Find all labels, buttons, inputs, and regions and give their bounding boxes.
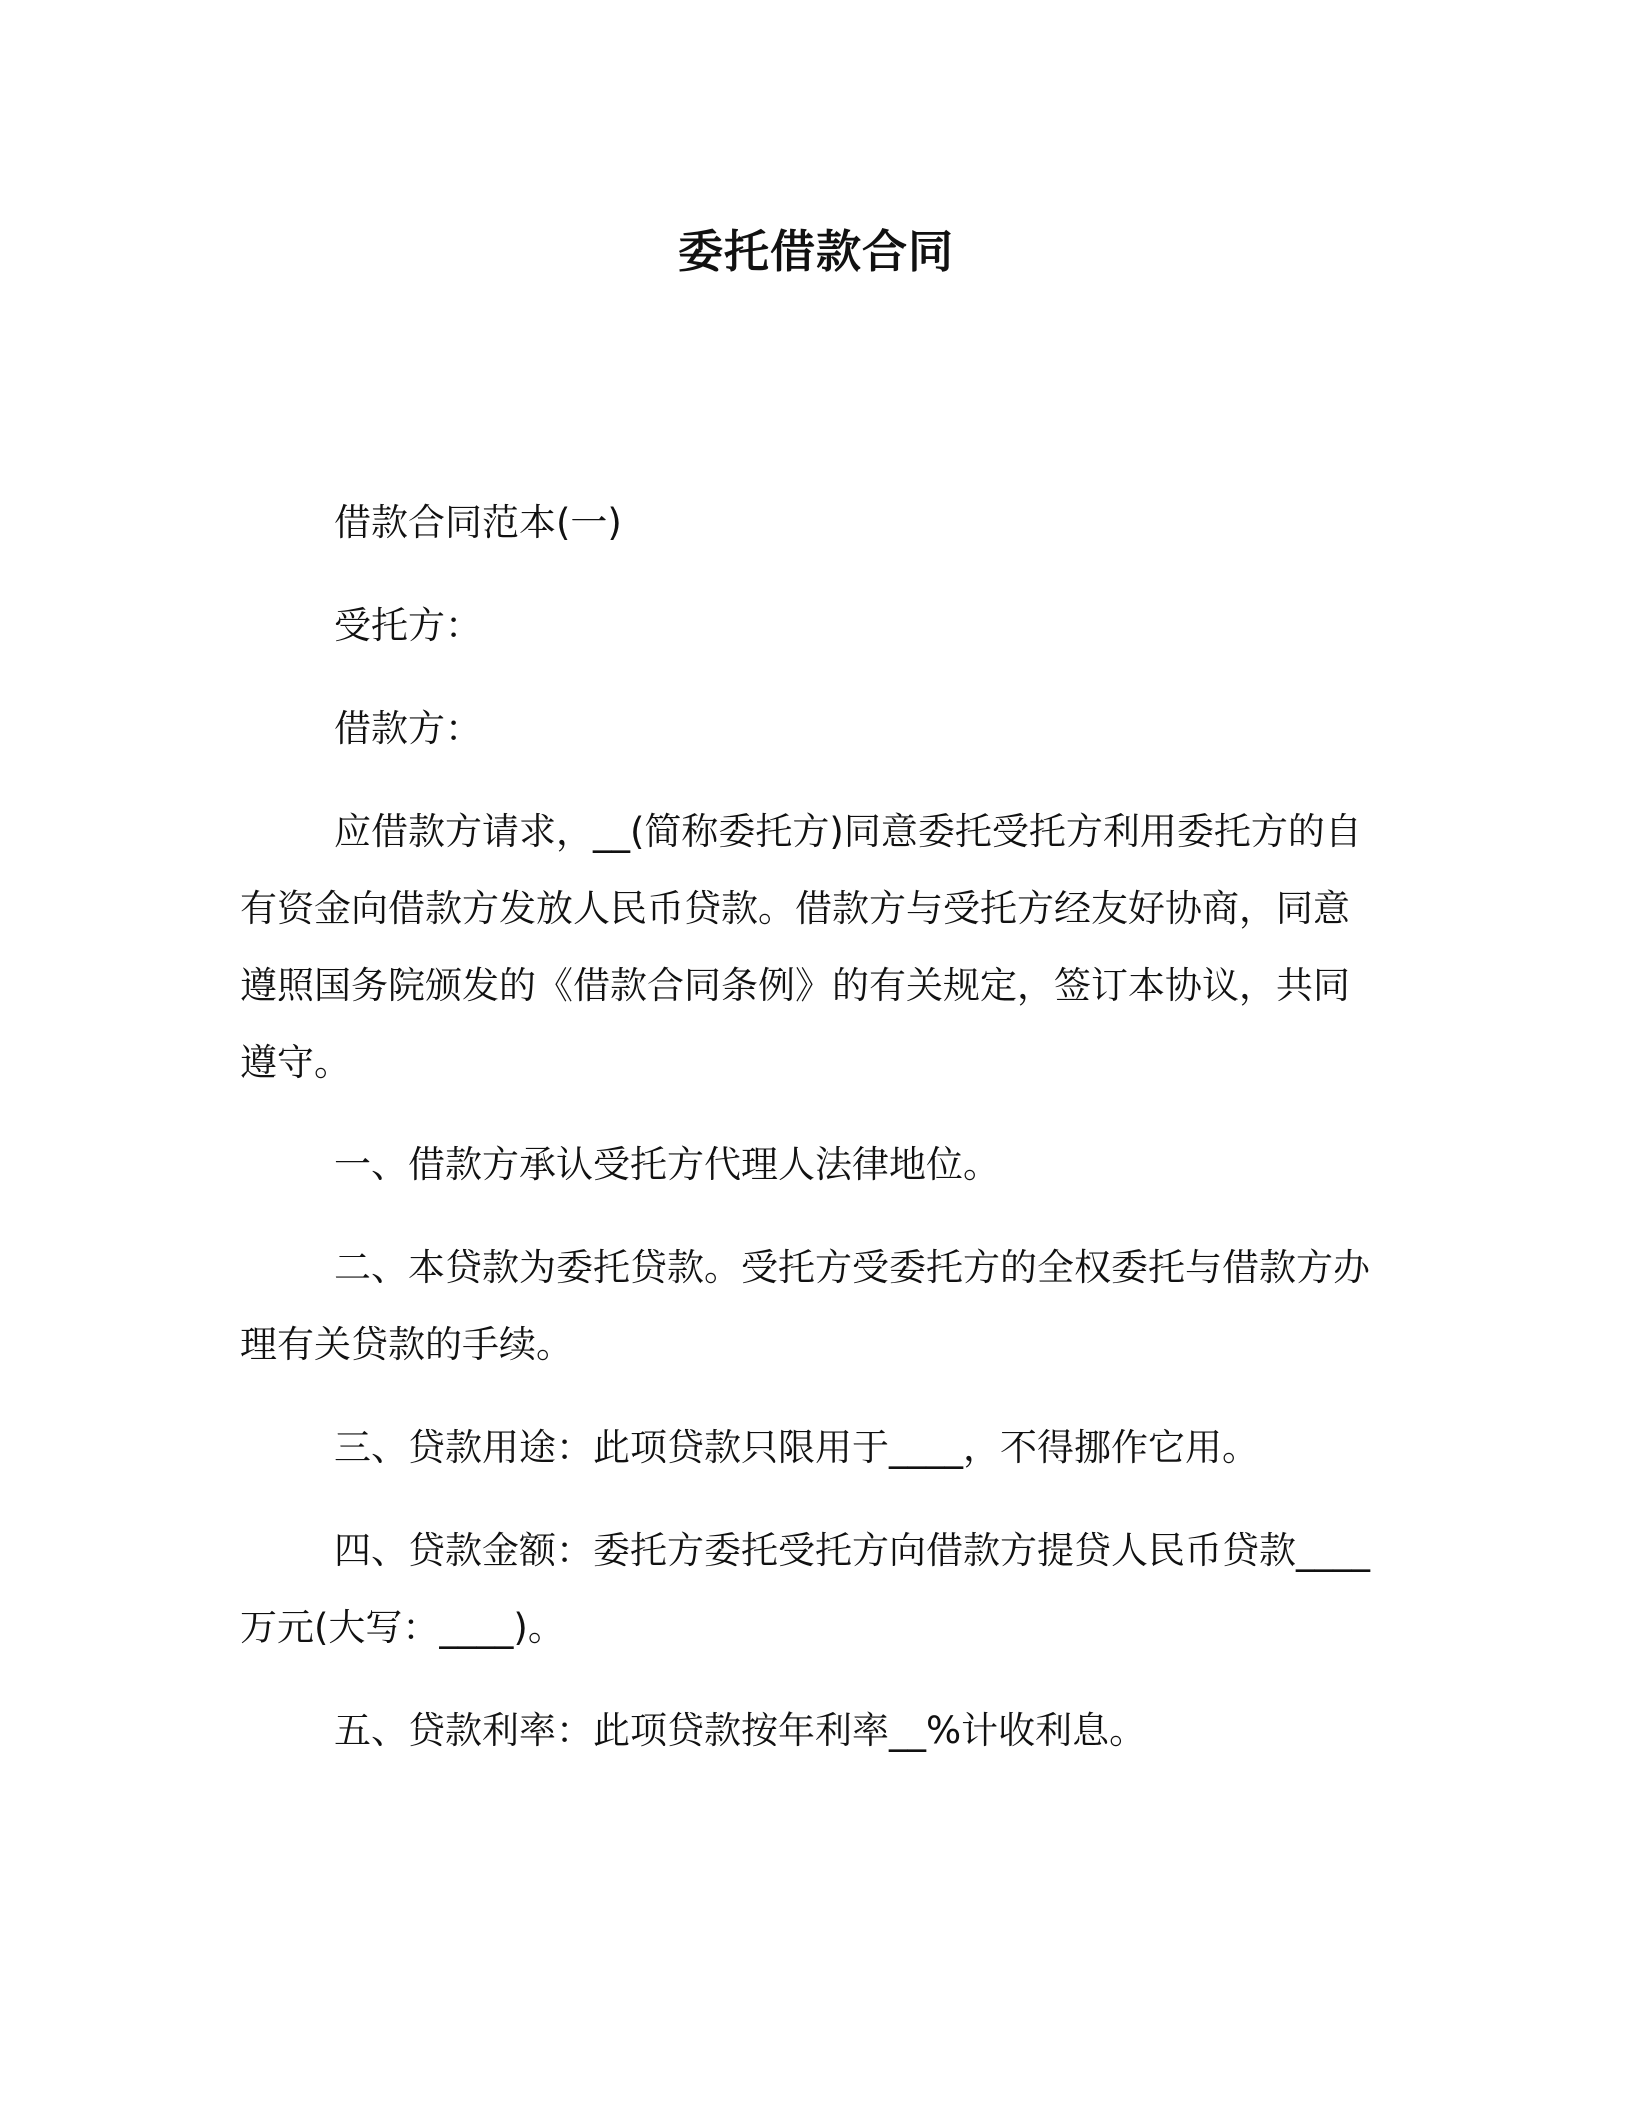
clause-1: 一、借款方承认受托方代理人法律地位。 bbox=[334, 1143, 1000, 1186]
document-title: 委托借款合同 bbox=[677, 225, 954, 278]
clause-5: 五、贷款利率：此项贷款按年利率__%计收利息。 bbox=[334, 1709, 1147, 1752]
clause-3: 三、贷款用途：此项贷款只限用于____，不得挪作它用。 bbox=[334, 1426, 1259, 1469]
clause-4: 四、贷款金额：委托方委托受托方向借款方提贷人民币贷款____万元(大写：____)。 bbox=[240, 1529, 1370, 1649]
contract-subtitle: 借款合同范本(一) bbox=[334, 501, 622, 544]
borrower-party-line: 借款方： bbox=[334, 707, 482, 750]
clause-2: 二、本贷款为委托贷款。受托方受委托方的全权委托与借款方办理有关贷款的手续。 bbox=[240, 1246, 1370, 1366]
trustee-party-line: 受托方： bbox=[334, 604, 482, 647]
preamble-paragraph: 应借款方请求，__(简称委托方)同意委托受托方利用委托方的自有资金向借款方发放人民币贷款。借款方与受托方经友好协商，同意遵照国务院颁发的《借款合同条例》的有关规定，签订本协议，共同遵守。 bbox=[240, 810, 1362, 1084]
